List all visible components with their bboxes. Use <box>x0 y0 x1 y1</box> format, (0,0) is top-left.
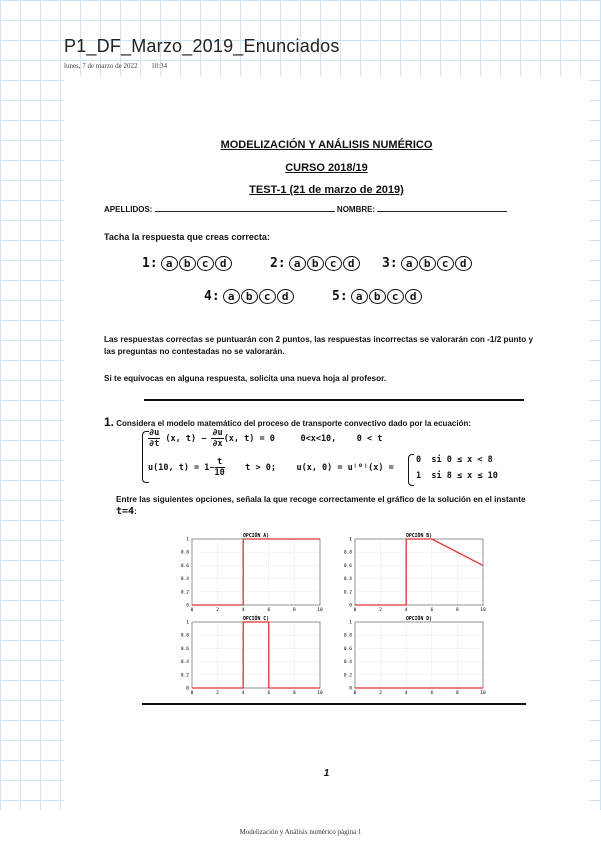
bc-t: t <box>215 457 225 468</box>
answer-q5-a[interactable]: a <box>351 289 368 304</box>
plot-ytick-label: 0.4 <box>180 660 189 666</box>
answer-q1-b[interactable]: b <box>179 256 196 271</box>
page-number: 1 <box>323 768 330 779</box>
answer-q1 <box>142 256 233 271</box>
plot-xtick-label: 0 <box>353 691 357 696</box>
answer-q3 <box>382 256 473 271</box>
q1-text: Considera el modelo matemático del proceso de transporte convectivo dado por la ecuación: <box>116 419 472 428</box>
bc-left: u(10, t) = 1− <box>148 463 215 473</box>
pde-dt: ∂t <box>149 439 160 449</box>
plot-frame <box>192 539 320 605</box>
answer-q3-b[interactable]: b <box>419 256 436 271</box>
q1-statement <box>104 415 471 429</box>
answer-q5-c[interactable]: c <box>387 289 404 304</box>
answer-q4-c[interactable]: c <box>259 289 276 304</box>
plot-xtick-label: 6 <box>430 608 434 613</box>
plot-xtick-label: 10 <box>480 608 486 613</box>
answer-q3-d[interactable]: d <box>455 256 472 271</box>
answer-q3-c[interactable]: c <box>437 256 454 271</box>
answer-q4-label: 4: <box>204 289 220 304</box>
answer-q4-d[interactable]: d <box>277 289 294 304</box>
plot-ytick-label: 0.8 <box>180 550 189 556</box>
plot-title: OPCIÓN A) <box>243 534 269 539</box>
plot-xtick-label: 2 <box>379 608 382 613</box>
plot-ytick-label: 0.4 <box>180 577 189 583</box>
answer-q1-a[interactable]: a <box>161 256 178 271</box>
apellidos-blank[interactable] <box>155 204 335 212</box>
plot-frame <box>192 622 320 688</box>
name-row <box>104 204 507 214</box>
document-sheet <box>64 76 589 810</box>
plot-ytick-label: 0 <box>186 603 189 609</box>
plot-xtick-label: 2 <box>216 608 219 613</box>
plot-frame <box>355 622 483 688</box>
plot-title: OPCIÓN C) <box>243 617 269 622</box>
page-date: lunes, 7 de marzo de 2022 <box>64 62 138 70</box>
plot-xtick-label: 4 <box>404 691 408 696</box>
pde-dx: ∂x <box>212 439 223 449</box>
page-time: 10:34 <box>151 62 168 70</box>
page-footer: Modelización y Análisis numérico página 1 <box>239 828 362 836</box>
answer-q3-a[interactable]: a <box>401 256 418 271</box>
scoring-text: Las respuestas correctas se puntuarán con 2 puntos, las respuestas incorrectas se valorarán con -1/2 punto y las preguntas no contestadas no se valorarán. <box>104 335 534 356</box>
page-title: P1_DF_Marzo_2019_Enunciados <box>64 36 340 56</box>
plot-xtick-label: 4 <box>241 608 245 613</box>
plot-ytick-label: 0 <box>349 686 352 692</box>
plot-ytick-label: 0.8 <box>343 633 352 639</box>
plot-xtick-label: 6 <box>267 691 271 696</box>
plot-ytick-label: 0.6 <box>343 563 352 569</box>
answer-q3-label: 3: <box>382 256 398 271</box>
q1-prompt-text: Entre las siguientes opciones, señala la que recoge correctamente el gráfico de la solución en el instante <box>116 495 526 504</box>
plot-ytick-label: 0.4 <box>343 577 352 583</box>
answer-q2-d[interactable]: d <box>343 256 360 271</box>
divider-bottom <box>142 703 526 705</box>
plot-ytick-label: 0.8 <box>180 633 189 639</box>
plot-xtick-label: 8 <box>456 608 459 613</box>
page-meta <box>64 62 179 70</box>
doc-heading-test: TEST-1 (21 de marzo de 2019) <box>249 184 404 196</box>
pde-equation <box>148 428 382 449</box>
doc-heading-year: CURSO 2018/19 <box>285 162 368 174</box>
nombre-label: NOMBRE: <box>336 205 376 214</box>
plot-xtick-label: 10 <box>480 691 486 696</box>
plot-xtick-label: 8 <box>293 691 296 696</box>
plot-ytick-label: 0.2 <box>343 590 352 596</box>
pde-right: (x, t) = 0 <box>223 434 275 444</box>
ic-case2: 1 si 8 ≤ x ≤ 10 <box>416 471 498 481</box>
plot-xtick-label: 6 <box>267 608 271 613</box>
answer-q1-label: 1: <box>142 256 158 271</box>
ic-brace <box>408 454 414 486</box>
ic-left: u(x, 0) = u⁽⁰⁾(x) = <box>296 463 394 473</box>
plot-xtick-label: 0 <box>353 608 357 613</box>
plot-ytick-label: 0.2 <box>343 673 352 679</box>
plot-ytick-label: 1 <box>186 620 189 626</box>
answer-q2-label: 2: <box>270 256 286 271</box>
plot-ytick-label: 0.6 <box>180 646 189 652</box>
pde-domain-t: 0 < t <box>356 434 383 444</box>
plot-xtick-label: 4 <box>404 608 408 613</box>
answer-q4-b[interactable]: b <box>241 289 258 304</box>
plot-ytick-label: 0.8 <box>343 550 352 556</box>
answer-q1-c[interactable]: c <box>197 256 214 271</box>
mistake-text: Si te equivocas en alguna respuesta, solicita una nueva hoja al profesor. <box>104 374 387 383</box>
q1-colon: : <box>134 507 137 516</box>
plot-xtick-label: 6 <box>430 691 434 696</box>
plot-xtick-label: 8 <box>293 608 296 613</box>
plot-xtick-label: 2 <box>216 691 219 696</box>
answer-q5 <box>332 289 423 304</box>
answer-q2-a[interactable]: a <box>289 256 306 271</box>
instruction: Tacha la respuesta que creas correcta: <box>104 232 270 242</box>
ic-case1: 0 si 0 ≤ x < 8 <box>416 455 493 465</box>
plot-xtick-label: 10 <box>317 691 323 696</box>
plot-xtick-label: 0 <box>190 608 194 613</box>
apellidos-label: APELLIDOS: <box>104 205 153 214</box>
plot-ytick-label: 0.4 <box>343 660 352 666</box>
nombre-blank[interactable] <box>377 204 507 212</box>
plot-ytick-label: 0 <box>186 686 189 692</box>
divider-top <box>144 399 524 401</box>
pde-left: (x, t) − <box>165 434 212 444</box>
answer-q1-d[interactable]: d <box>215 256 232 271</box>
answer-q2 <box>270 256 361 271</box>
plot-ytick-label: 0 <box>349 603 352 609</box>
plot-title: OPCIÓN D) <box>406 617 432 622</box>
q1-prompt <box>116 494 546 518</box>
q1-number: 1. <box>104 415 115 429</box>
answer-q2-b[interactable]: b <box>307 256 324 271</box>
plot-ytick-label: 0.6 <box>343 646 352 652</box>
plot-ytick-label: 1 <box>349 620 352 626</box>
plot-title: OPCIÓN B) <box>406 534 432 539</box>
plot-xtick-label: 2 <box>379 691 382 696</box>
pde-du: ∂u <box>149 428 160 438</box>
answer-q2-c[interactable]: c <box>325 256 342 271</box>
pde-du2: ∂u <box>212 428 223 438</box>
bc-equation <box>148 457 394 478</box>
answer-q5-label: 5: <box>332 289 348 304</box>
plot-ytick-label: 1 <box>349 537 352 543</box>
answer-q5-d[interactable]: d <box>405 289 422 304</box>
solution-plots <box>64 531 589 771</box>
plot-ytick-label: 0.2 <box>180 590 189 596</box>
answer-q5-b[interactable]: b <box>369 289 386 304</box>
plot-xtick-label: 10 <box>317 608 323 613</box>
answer-q4 <box>204 289 295 304</box>
q1-t-value: t=4 <box>116 506 135 517</box>
bc-ten: 10 <box>214 468 225 478</box>
plot-xtick-label: 8 <box>456 691 459 696</box>
plot-xtick-label: 0 <box>190 691 194 696</box>
plot-ytick-label: 0.2 <box>180 673 189 679</box>
plot-ytick-label: 0.6 <box>180 563 189 569</box>
bc-cond: t > 0; <box>245 463 276 473</box>
answer-q4-a[interactable]: a <box>223 289 240 304</box>
pde-domain-x: 0<x<10, <box>300 434 337 444</box>
doc-heading-course: MODELIZACIÓN Y ANÁLISIS NUMÉRICO <box>220 139 433 151</box>
plot-xtick-label: 4 <box>241 691 245 696</box>
plot-frame <box>355 539 483 605</box>
plot-ytick-label: 1 <box>186 537 189 543</box>
